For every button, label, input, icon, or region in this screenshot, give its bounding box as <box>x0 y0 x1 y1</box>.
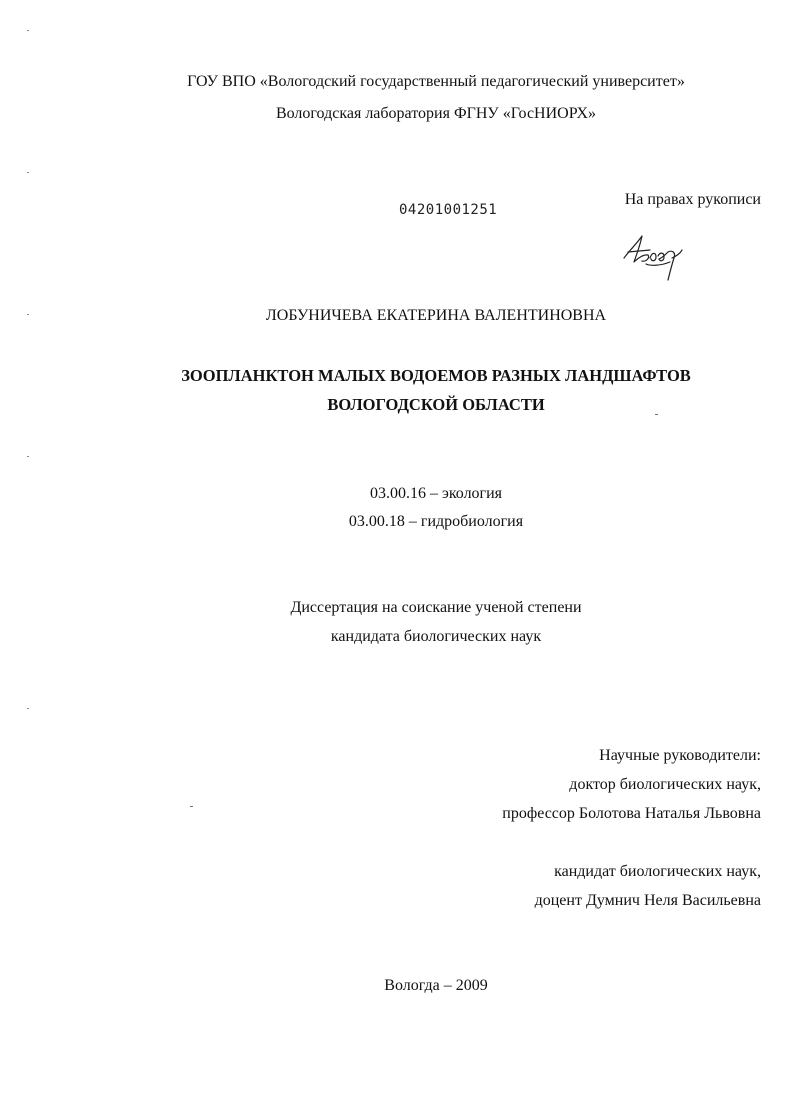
supervisor-1-degree: доктор биологических наук, <box>569 776 761 793</box>
scan-speck <box>190 806 193 807</box>
organization-name: ГОУ ВПО «Вологодский государственный педагогический университет» <box>187 73 685 90</box>
laboratory-name: Вологодская лаборатория ФГНУ «ГосНИОРХ» <box>275 105 597 122</box>
scan-margin-mark <box>27 30 29 31</box>
dissertation-title-line-1: ЗООПЛАНКТОН МАЛЫХ ВОДОЕМОВ РАЗНЫХ ЛАНДШАФТОВ <box>181 366 691 385</box>
supervisors-heading: Научные руководители: <box>599 747 761 764</box>
city-year: Вологда – 2009 <box>384 977 488 994</box>
supervisor-2-name: доцент Думнич Неля Васильевна <box>534 892 761 909</box>
degree-statement-line-1: Диссертация на соискание ученой степени <box>290 599 582 616</box>
specialty-code-2: 03.00.18 – гидробиология <box>348 513 524 530</box>
scan-margin-mark <box>27 708 29 709</box>
signature-icon <box>620 228 690 284</box>
degree-statement-line-2: кандидата биологических наук <box>330 628 542 645</box>
dissertation-title-line-2: ВОЛОГОДСКОЙ ОБЛАСТИ <box>327 395 545 414</box>
supervisor-1-name: профессор Болотова Наталья Львовна <box>502 805 761 822</box>
rights-notice: На правах рукописи <box>624 191 761 208</box>
archive-number: 04201001251 <box>399 202 498 218</box>
scan-margin-mark <box>27 172 29 173</box>
author-name: ЛОБУНИЧЕВА ЕКАТЕРИНА ВАЛЕНТИНОВНА <box>265 307 607 324</box>
supervisor-2-degree: кандидат биологических наук, <box>554 863 761 880</box>
specialty-code-1: 03.00.16 – экология <box>369 485 503 502</box>
scan-margin-mark <box>27 456 29 457</box>
